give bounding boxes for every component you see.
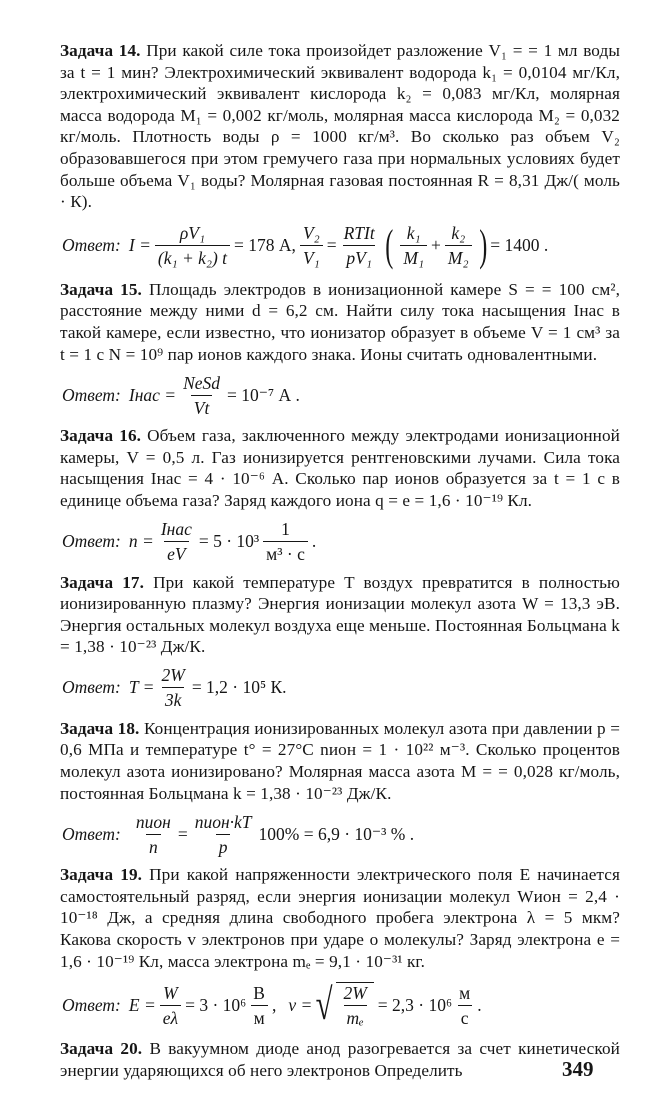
denominator: м <box>251 1005 268 1028</box>
radicand <box>336 982 373 1028</box>
numerator: W <box>163 982 178 1003</box>
equals-sign: = <box>177 823 188 844</box>
period: . <box>311 531 317 551</box>
answer-16 <box>60 512 620 572</box>
numerator: ρV₁ <box>179 223 206 244</box>
denominator: V₁ <box>300 245 323 268</box>
answer-label: Ответ: <box>62 384 121 405</box>
formula-result: = 5 · 10³ <box>198 531 260 551</box>
answer-17 <box>60 658 620 718</box>
problem-20 <box>60 1038 620 1081</box>
fraction <box>340 983 369 1028</box>
answer-label: Ответ: <box>62 823 121 844</box>
problem-title: Задача 15. <box>60 279 142 299</box>
fraction <box>155 223 230 268</box>
problem-18 <box>60 718 620 804</box>
numerator: 2W <box>161 665 185 686</box>
fraction <box>180 373 223 418</box>
answer-label: Ответ: <box>62 677 121 698</box>
square-root <box>312 982 373 1028</box>
numerator: RTIt <box>343 223 375 244</box>
problem-text: При какой температуре T воздух превратится в полностью ионизированную плазму? Энергия ионизации молекул азота W = 13,3 эВ. Энергия остальных молекул воздуха еще меньше. Постоянная Больцмана k = 1,38 · 10⁻²³ Дж/К. <box>60 572 620 657</box>
answer-label: Ответ: <box>62 531 121 551</box>
numerator: 2W <box>343 983 367 1004</box>
denominator: pV₁ <box>343 245 375 268</box>
fraction <box>133 812 174 857</box>
textbook-page <box>60 40 620 1081</box>
answer-19 <box>60 972 620 1038</box>
numerator: NeSd <box>183 372 221 393</box>
denominator: M₁ <box>400 245 427 268</box>
numerator: м <box>459 982 471 1003</box>
denominator: n <box>146 834 161 857</box>
numerator: nион·kT <box>194 811 252 832</box>
problem-15 <box>60 279 620 365</box>
numerator: Iнас <box>160 519 192 539</box>
problem-title: Задача 16. <box>60 426 142 446</box>
formula-lhs: v = <box>288 994 313 1015</box>
equals-sign: = <box>326 235 337 256</box>
fraction <box>158 665 187 710</box>
numerator: nион <box>135 811 171 832</box>
formula-lhs: n = <box>128 531 154 551</box>
problem-text: При какой напряженности электрического поля E начинается самостоятельный разряд, если энергия ионизации молекул Wион = 2,4 · 10⁻¹⁸ Дж, а средняя длина свободного пробега электрона λ = 5 мкм? Какова скорость v электронов при ударе о молекулы? Заряд электрона e = 1,6 · 10⁻¹⁹ Кл, масса электрона mₑ = 9,1 · 10⁻³¹ кг. <box>60 865 620 971</box>
numerator: k₁ <box>406 223 421 244</box>
problem-text: При какой силе тока произойдет разложение V₁ = = 1 мл воды за t = 1 мин? Электрохимический эквивалент водорода k₁ = 0,0104 мг/Кл, электрохимический эквивалент кислорода k₂ = 0,083 мг/Кл, молярная масса водорода M₁ = 0,002 кг/моль, молярная масса кислорода M₂ = 0,032 кг/моль. Плотность воды ρ = 1000 кг/м³. Во сколько раз объем V₂ образовавшегося при этом гремучего газа при нормальных условиях будет больше объема V₁ воды? Молярная газовая постоянная R = 8,31 Дж/( моль · К). <box>60 41 620 212</box>
denominator: mₑ <box>344 1005 367 1028</box>
problem-text: Концентрация ионизированных молекул азота при давлении p = 0,6 МПа и температуре t° = 27°C nион = 1 · 10²² м⁻³. Сколько процентов молекул азота ионизировано? Молярная масса азота M = = 0,028 кг/моль, постоянная Больцмана k = 1,38 · 10⁻²³ Дж/К. <box>60 718 621 803</box>
fraction <box>158 519 195 564</box>
formula-result: = 3 · 10⁶ <box>185 994 247 1015</box>
comma: , <box>271 994 277 1015</box>
page-number: 349 <box>562 1057 594 1081</box>
formula-result: = 1400 . <box>490 235 549 256</box>
denominator: с <box>458 1005 472 1028</box>
denominator: 3k <box>162 687 185 710</box>
denominator: м³ · с <box>263 541 308 564</box>
problem-title: Задача 14. <box>60 41 141 60</box>
denominator: eV <box>164 541 188 564</box>
denominator: M₂ <box>445 245 472 268</box>
problem-14 <box>60 40 620 213</box>
numerator: В <box>253 982 265 1003</box>
problem-text: Объем газа, заключенного между электродами ионизационной камеры, V = 0,5 л. Газ ионизируется рентгеновскими лучами. Сила тока насыщения Iнас = 4 · 10⁻⁶ А. Сколько пар ионов образуется за t = 1 с в единице объема газа? Заряд каждого иона q = e = 1,6 · 10⁻¹⁹ Кл. <box>60 426 620 510</box>
numerator: 1 <box>281 519 290 539</box>
answer-15 <box>60 365 620 425</box>
problem-16 <box>60 425 620 511</box>
problem-text: Площадь электродов в ионизационной камере S = = 100 см², расстояние между ними d = 6,2 см. Найти силу тока насыщения Iнас в такой камере, если известно, что ионизатор образует в объеме V = 1 см³ за t = 1 с N = 10⁹ пар ионов каждого знака. Ионы считать одновалентными. <box>60 279 621 364</box>
answer-18 <box>60 804 620 864</box>
formula-result: 100% = 6,9 · 10⁻³ % . <box>258 823 415 844</box>
denominator: eλ <box>160 1005 181 1028</box>
numerator: k₂ <box>451 223 466 244</box>
formula-result: = 178 А, <box>234 235 296 256</box>
problem-19 <box>60 864 620 972</box>
answer-label: Ответ: <box>62 235 121 256</box>
problem-17 <box>60 572 620 658</box>
fraction <box>445 223 472 268</box>
open-paren: ( <box>385 220 394 270</box>
problem-title: Задача 17. <box>60 572 145 592</box>
denominator: Vt <box>191 395 213 418</box>
period: . <box>477 994 482 1015</box>
formula-lhs: Iнас = <box>128 384 177 405</box>
problem-title: Задача 18. <box>60 718 140 738</box>
denominator: (k₁ + k₂) t <box>155 245 230 268</box>
formula-result: = 10⁻⁷ А . <box>227 384 300 405</box>
close-paren: ) <box>478 220 487 270</box>
unit-fraction <box>456 983 473 1028</box>
unit-fraction <box>263 519 308 564</box>
formula-result: = 2,3 · 10⁶ <box>377 994 453 1015</box>
problem-text: В вакуумном диоде анод разогревается за счет кинетической энергии ударяющихся об него электронов Определить <box>60 1039 620 1080</box>
fraction <box>160 983 181 1028</box>
fraction <box>400 223 427 268</box>
formula-result: = 1,2 · 10⁵ К. <box>191 677 287 698</box>
formula-lhs: I = <box>128 235 151 256</box>
unit-fraction <box>250 983 268 1028</box>
denominator: p <box>216 834 231 857</box>
formula-lhs: T = <box>128 677 155 698</box>
numerator: V₂ <box>302 223 320 244</box>
fraction <box>300 223 323 268</box>
plus-sign: + <box>431 235 441 256</box>
fraction <box>192 812 255 857</box>
problem-title: Задача 20. <box>60 1039 143 1059</box>
problem-title: Задача 19. <box>60 865 143 885</box>
formula-lhs: E = <box>128 994 156 1015</box>
answer-14 <box>60 213 620 279</box>
radical-sign: √ <box>315 980 333 1030</box>
answer-label: Ответ: <box>62 994 121 1015</box>
fraction <box>341 223 378 268</box>
